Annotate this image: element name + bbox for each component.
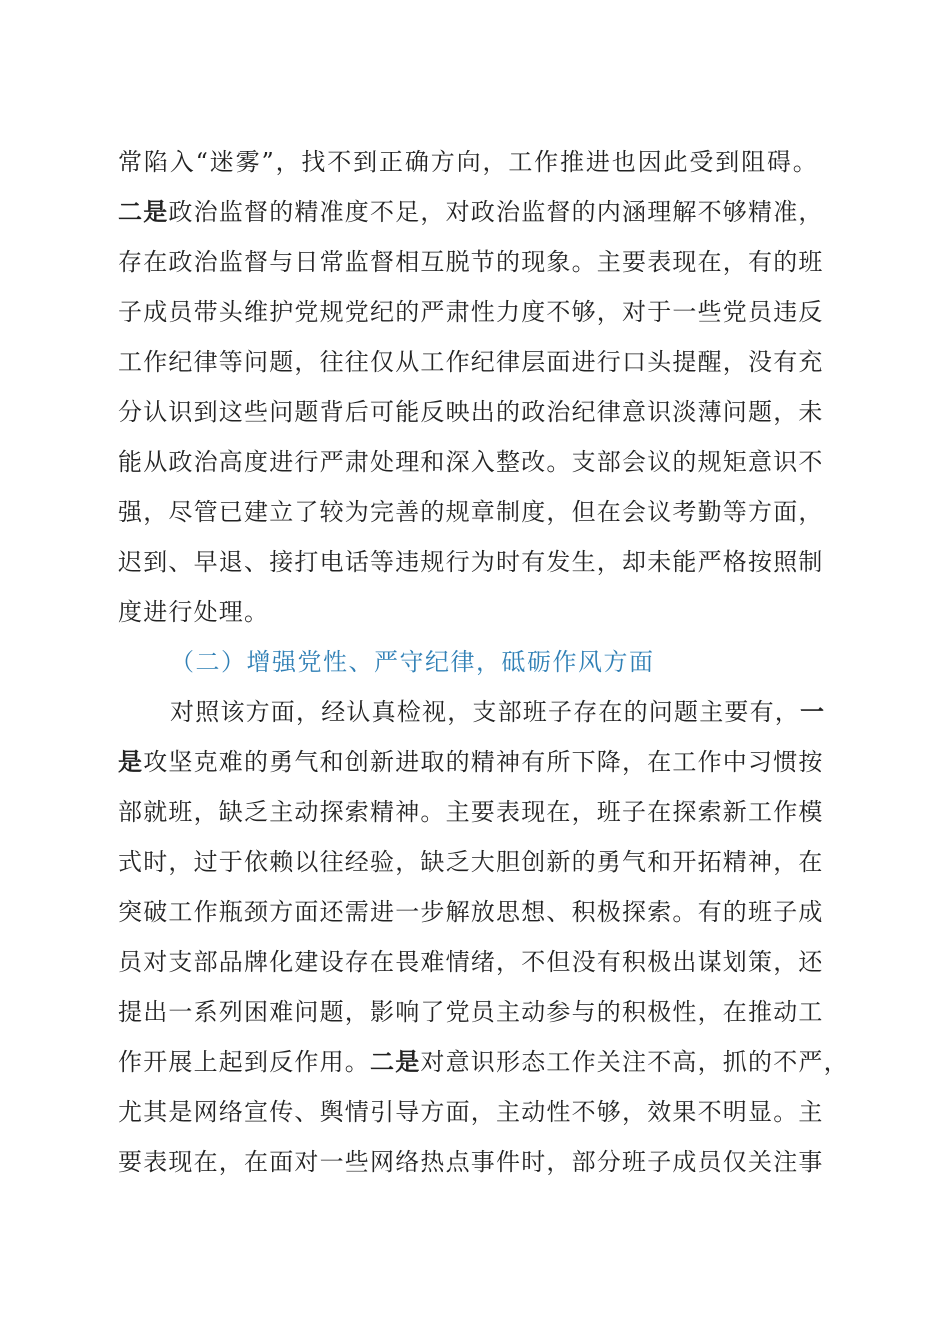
paragraph-line: 部就班，缺乏主动探索精神。主要表现在，班子在探索新工作模 bbox=[118, 798, 824, 826]
paragraph-line: 迟到、早退、接打电话等违规行为时有发生，却未能严格按照制 bbox=[118, 548, 824, 576]
paragraph-line: 式时，过于依赖以往经验，缺乏大胆创新的勇气和开拓精神，在 bbox=[118, 848, 824, 876]
bold-marker: 二是 bbox=[370, 1048, 421, 1076]
paragraph-line: 要表现在，在面对一些网络热点事件时，部分班子成员仅关注事 bbox=[118, 1148, 824, 1176]
paragraph-line: 分认识到这些问题背后可能反映出的政治纪律意识淡薄问题，未 bbox=[118, 398, 824, 426]
paragraph-line: 二是政治监督的精准度不足，对政治监督的内涵理解不够精准， bbox=[118, 198, 824, 226]
paragraph-line: 存在政治监督与日常监督相互脱节的现象。主要表现在，有的班 bbox=[118, 248, 824, 276]
paragraph-line: 常陷入“迷雾”，找不到正确方向，工作推进也因此受到阻碍。 bbox=[118, 148, 818, 176]
paragraph-line: 是攻坚克难的勇气和创新进取的精神有所下降，在工作中习惯按 bbox=[118, 748, 824, 776]
paragraph-line: 员对支部品牌化建设存在畏难情绪，不但没有积极出谋划策，还 bbox=[118, 948, 824, 976]
paragraph-line: 突破工作瓶颈方面还需进一步解放思想、积极探索。有的班子成 bbox=[118, 898, 824, 926]
bold-marker: 二是 bbox=[118, 198, 169, 226]
paragraph-line: 对照该方面，经认真检视，支部班子存在的问题主要有，一 bbox=[170, 698, 826, 726]
section-heading: （二）增强党性、严守纪律，砥砺作风方面 bbox=[170, 648, 655, 676]
paragraph-line: 度进行处理。 bbox=[118, 598, 270, 626]
paragraph-line: 工作纪律等问题，往往仅从工作纪律层面进行口头提醒，没有充 bbox=[118, 348, 824, 376]
bold-marker: 一 bbox=[800, 698, 826, 726]
paragraph-line: 尤其是网络宣传、舆情引导方面，主动性不够，效果不明显。主 bbox=[118, 1098, 824, 1126]
paragraph-line: 子成员带头维护党规党纪的严肃性力度不够，对于一些党员违反 bbox=[118, 298, 824, 326]
bold-marker: 是 bbox=[118, 748, 144, 776]
paragraph-line: 强，尽管已建立了较为完善的规章制度，但在会议考勤等方面， bbox=[118, 498, 824, 526]
paragraph-line: 作开展上起到反作用。二是对意识形态工作关注不高，抓的不严， bbox=[118, 1048, 849, 1076]
paragraph-line: 能从政治高度进行严肃处理和深入整改。支部会议的规矩意识不 bbox=[118, 448, 824, 476]
paragraph-line: 提出一系列困难问题，影响了党员主动参与的积极性，在推动工 bbox=[118, 998, 824, 1026]
